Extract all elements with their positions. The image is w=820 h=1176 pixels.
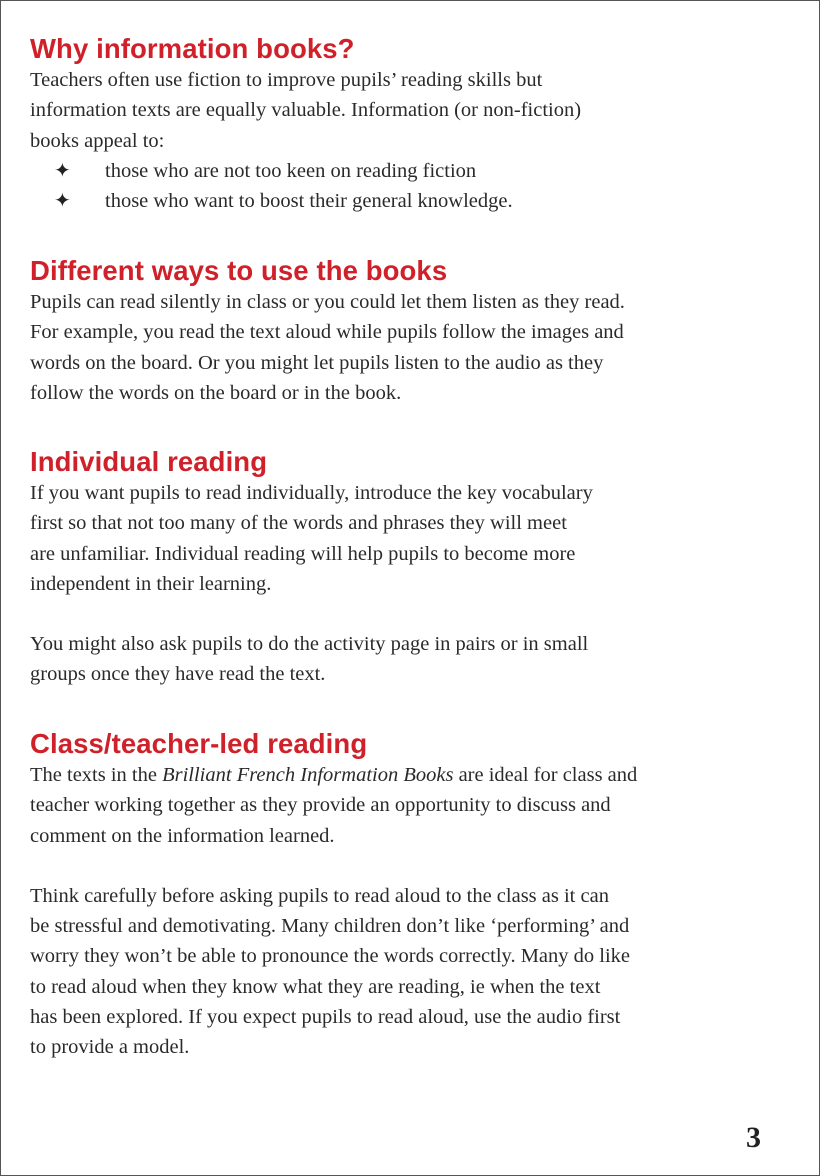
paragraph-individual-2: You might also ask pupils to do the activity page in pairs or in small groups once they have read the text.	[30, 633, 589, 686]
bullet-text: those who are not too keen on reading fiction	[105, 159, 477, 182]
heading-class-teacher-led: Class/teacher-led reading	[30, 728, 368, 759]
section-individual-reading	[30, 446, 799, 690]
book-series-title: Brilliant French Information Books	[162, 764, 454, 786]
bullet-text: those who want to boost their general knowledge.	[105, 190, 513, 213]
list-item	[30, 186, 799, 217]
paragraph-intro: Teachers often use fiction to improve pupils’ reading skills but information texts are equally valuable. Information (or non-fiction) books appeal to:	[30, 69, 582, 152]
paragraph-class-1	[30, 760, 799, 851]
heading-different-ways: Different ways to use the books	[30, 255, 448, 286]
section-different-ways	[30, 255, 799, 408]
text-run: are ideal for class and teacher working together as they provide an opportunity to discuss and comment on the information learned.	[30, 764, 638, 847]
bullet-list	[30, 156, 799, 217]
text-run: The texts in the	[30, 764, 163, 786]
heading-why-information-books: Why information books?	[30, 33, 355, 64]
paragraph-individual-1: If you want pupils to read individually, introduce the key vocabulary first so that not too many of the words and phrases they will meet are unfamiliar. Individual reading will help pupils to become more independent in their learning.	[30, 482, 593, 595]
paragraph-different-ways: Pupils can read silently in class or you could let them listen as they read. For example, you read the text aloud while pupils follow the images and words on the board. Or you might let pupils listen to the audio as they follow the words on the board or in the book.	[30, 291, 625, 404]
page-number: 3	[746, 1121, 761, 1154]
paragraph-class-2: Think carefully before asking pupils to read aloud to the class as it can be stressful and demotivating. Many children don’t like ‘performing’ and worry they won’t be able to pronounce the words correctly. Many do like to read aloud when they know what they are reading, ie when the text has been explored. If you expect pupils to read aloud, use the audio first to provide a model.	[30, 884, 631, 1059]
list-item	[30, 156, 799, 187]
four-point-star-icon: ✦	[54, 159, 71, 182]
section-class-teacher-led	[30, 728, 799, 1063]
four-point-star-icon: ✦	[54, 190, 71, 213]
section-why-information-books	[30, 33, 799, 217]
heading-individual-reading: Individual reading	[30, 446, 268, 477]
